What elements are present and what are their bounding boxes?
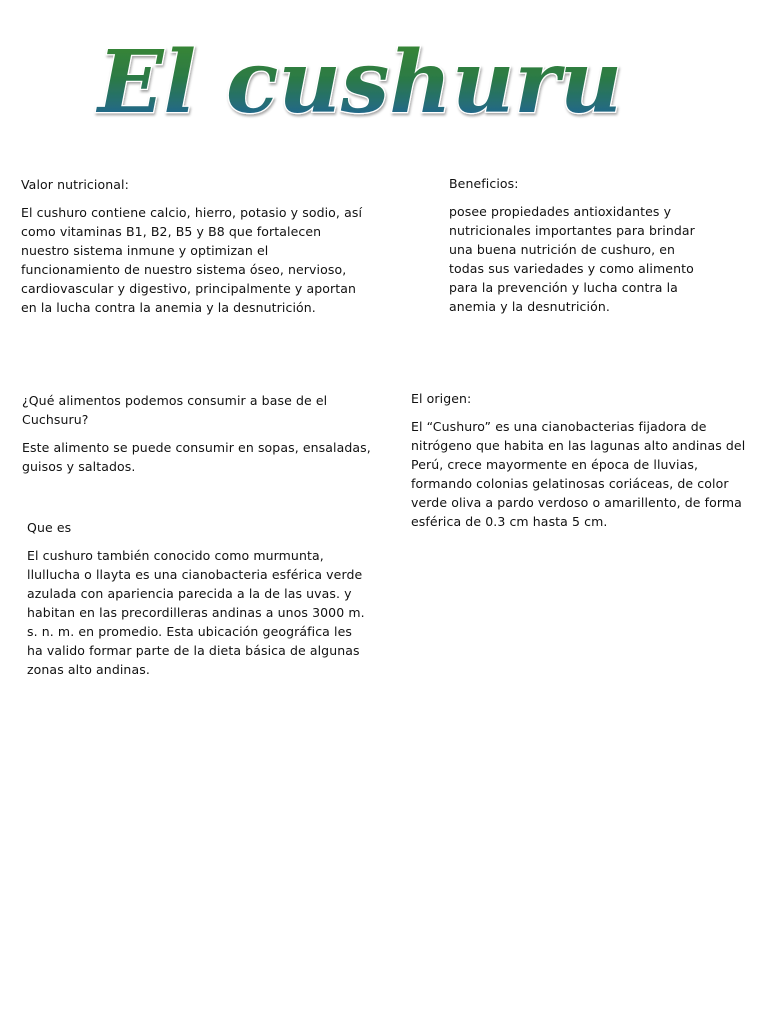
section-alimentos <box>22 391 387 476</box>
title-lettering <box>97 20 623 140</box>
section-valor-nutricional <box>21 175 366 317</box>
section-heading: Que es <box>27 520 72 535</box>
section-beneficios <box>449 174 699 316</box>
title-text: El cushuru <box>97 32 623 133</box>
section-origen <box>411 389 756 531</box>
section-heading: Beneficios: <box>449 176 519 191</box>
section-heading: El origen: <box>411 391 472 406</box>
section-body: El cushuro también conocido como murmunta, llullucha o llayta es una cianobacteria esférica verde azulada con apariencia parecida a la de las uvas. y habitan en las precordilleras andinas a unos 3000 m. s. n. m. en promedio. Esta ubicación geográfica les ha valido formar parte de la dieta básica de algunas zonas alto andinas. <box>27 548 365 677</box>
page-title <box>97 20 623 140</box>
section-body: Este alimento se puede consumir en sopas, ensaladas, guisos y saltados. <box>22 440 371 474</box>
section-body: El cushuro contiene calcio, hierro, potasio y sodio, así como vitaminas B1, B2, B5 y B8 que fortalecen nuestro sistema inmune y optimizan el funcionamiento de nuestro sistema óseo, nervioso, cardiovascular y digestivo, principalmente y aportan en la lucha contra la anemia y la desnutrición. <box>21 205 363 315</box>
section-que-es <box>27 518 367 679</box>
section-body: posee propiedades antioxidantes y nutricionales importantes para brindar una buena nutrición de cushuro, en todas sus variedades y como alimento para la prevención y lucha contra la anemia y la desnutrición. <box>449 204 695 314</box>
section-heading: Valor nutricional: <box>21 177 129 192</box>
section-body: El “Cushuro” es una cianobacterias fijadora de nitrógeno que habita en las lagunas alto andinas del Perú, crece mayormente en época de lluvias, formando colonias gelatinosas coriáceas, de color verde oliva a pardo verdoso o amarillento, de forma esférica de 0.3 cm hasta 5 cm. <box>411 419 746 529</box>
section-heading: ¿Qué alimentos podemos consumir a base de el Cuchsuru? <box>22 393 328 427</box>
